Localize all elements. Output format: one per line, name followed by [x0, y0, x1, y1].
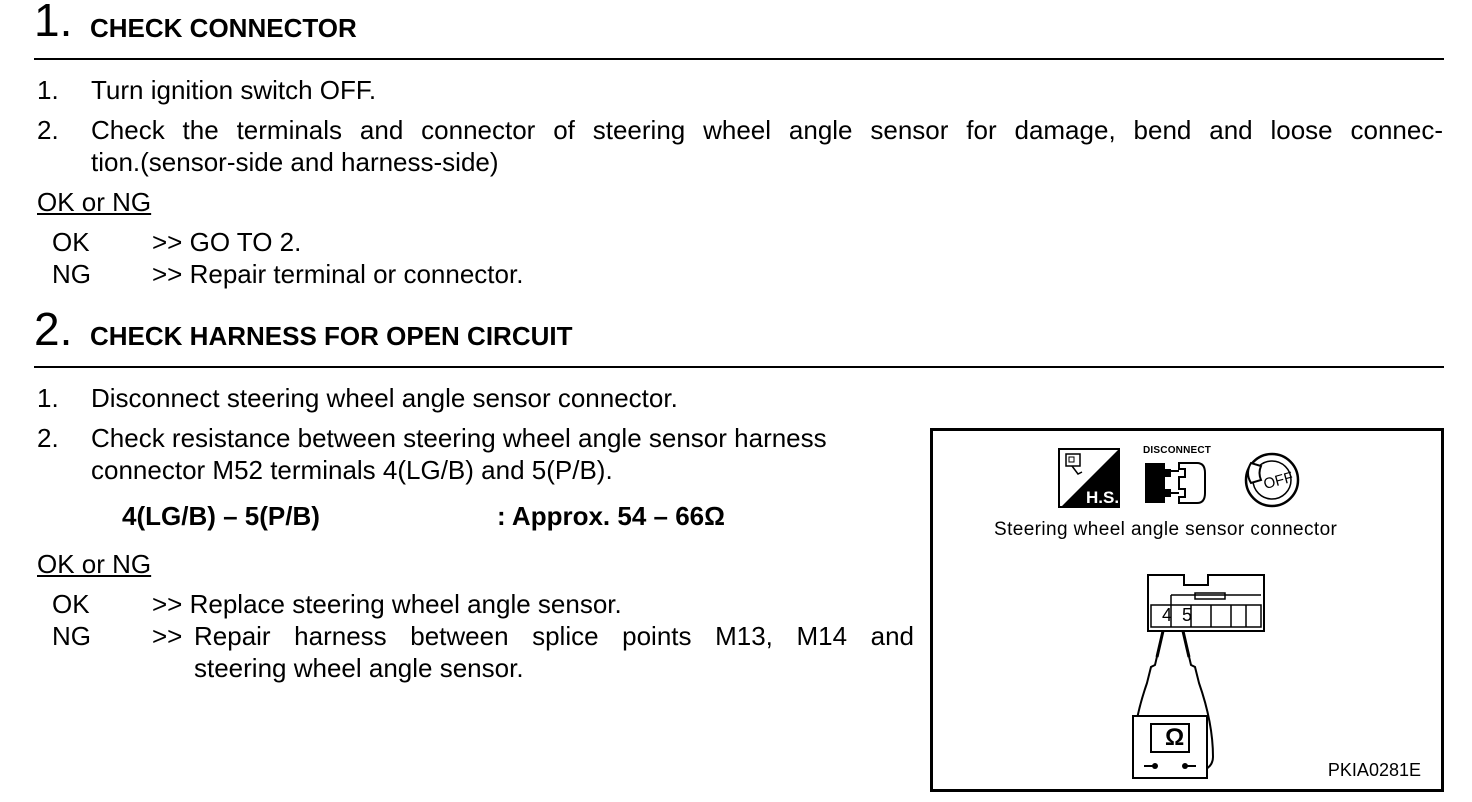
spec-value: : Approx. 54 – 66Ω — [497, 501, 725, 531]
section-2-ng-action-cont: steering wheel angle sensor. — [194, 653, 524, 683]
harness-side-icon — [1058, 448, 1120, 508]
disconnect-label: DISCONNECT — [1143, 445, 1212, 456]
section-2-rule — [34, 366, 1444, 368]
section-1-ok-action: >> GO TO 2. — [152, 227, 302, 257]
section-2-step-2-number: 2. — [37, 423, 59, 453]
section-1-step-2-text-cont: tion.(sensor-side and harness-side) — [91, 147, 499, 177]
connector-diagram — [1113, 571, 1283, 781]
section-1-rule — [34, 58, 1444, 60]
section-2-ok-action: >> Replace steering wheel angle sensor. — [152, 589, 622, 619]
section-1-title: CHECK CONNECTOR — [90, 13, 357, 43]
section-1-ok-code: OK — [52, 227, 90, 257]
section-2-step-2-text: Check resistance between steering wheel angle sensor harness — [91, 423, 827, 453]
spec-label: 4(LG/B) – 5(P/B) — [122, 501, 320, 531]
section-1-result-label: OK or NG — [37, 187, 152, 217]
figure-caption: Steering wheel angle sensor connector — [994, 519, 1338, 540]
section-1-step-2-text: Check the terminals and connector of steering wheel angle sensor for damage, bend and loose connec- — [91, 115, 1443, 145]
section-1-ng-action: >> Repair terminal or connector. — [152, 259, 524, 289]
section-2-step-2-text-cont: connector M52 terminals 4(LG/B) and 5(P/B). — [91, 455, 613, 485]
connector-figure — [930, 428, 1444, 792]
hs-label: H.S. — [1086, 488, 1120, 507]
section-1-ng-code: NG — [52, 259, 91, 289]
section-1-step-1-number: 1. — [37, 75, 59, 105]
section-1-step-2-number: 2. — [37, 115, 59, 145]
disconnect-icon — [1141, 457, 1217, 509]
section-2-step-1-text: Disconnect steering wheel angle sensor connector. — [91, 383, 678, 413]
terminal-5-label: 5 — [1182, 605, 1193, 625]
section-2-step-1-number: 1. — [37, 383, 59, 413]
section-2-ng-prefix: >> — [152, 621, 183, 651]
section-2-ok-code: OK — [52, 589, 90, 619]
section-2-title: CHECK HARNESS FOR OPEN CIRCUIT — [90, 321, 573, 351]
ohmmeter-symbol: Ω — [1165, 724, 1185, 751]
section-2-number: 2. — [34, 303, 73, 355]
figure-code: PKIA0281E — [1327, 760, 1421, 780]
section-2-ng-code: NG — [52, 621, 91, 651]
section-2-result-label: OK or NG — [37, 549, 152, 579]
section-2-ng-action: Repair harness between splice points M13, M14 and — [194, 621, 914, 651]
section-1-number: 1. — [34, 0, 73, 46]
off-label: OFF — [1261, 468, 1296, 493]
ignition-off-icon — [1241, 449, 1303, 511]
section-1-step-1-text: Turn ignition switch OFF. — [91, 75, 377, 105]
terminal-4-label: 4 — [1162, 605, 1173, 625]
